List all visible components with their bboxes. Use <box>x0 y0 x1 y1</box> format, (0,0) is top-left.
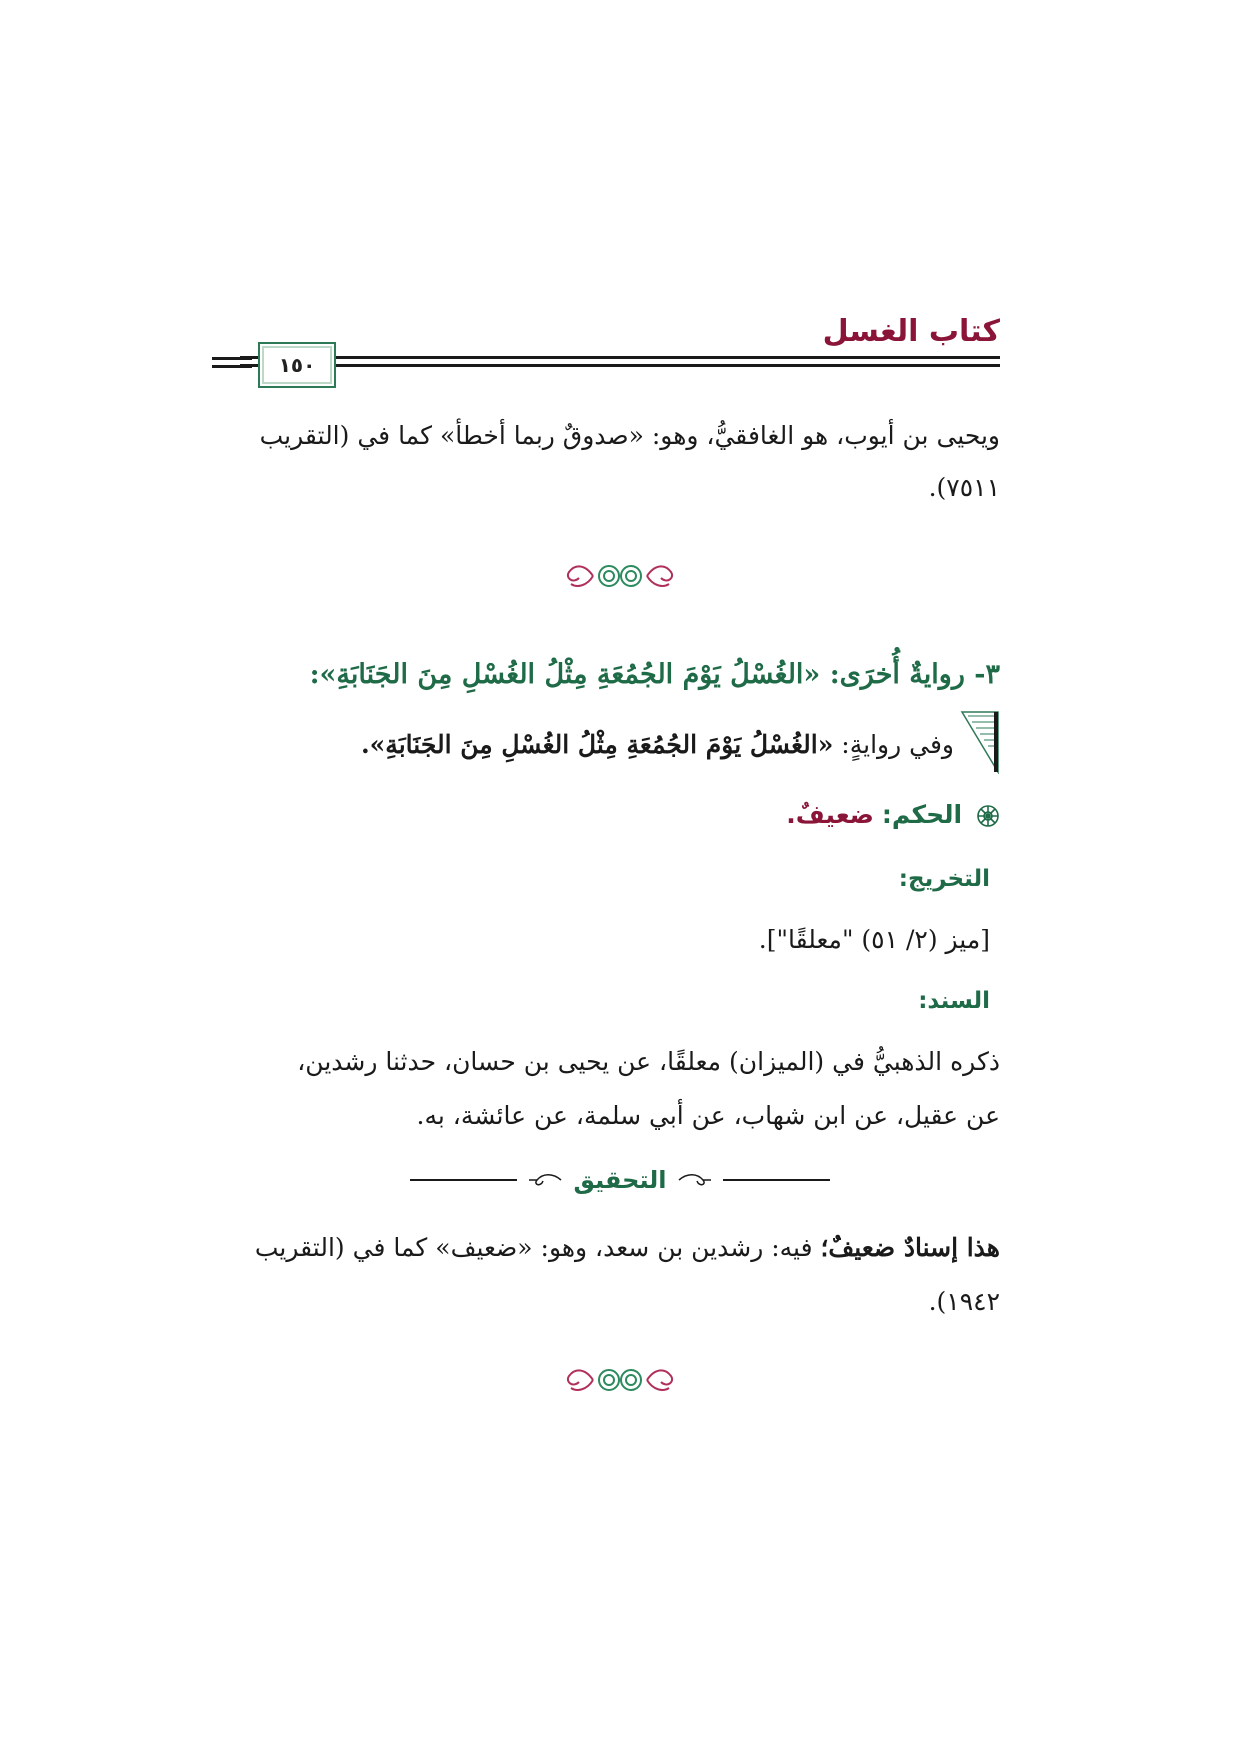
ornament-divider <box>540 556 700 596</box>
tahqiq-reason: فيه: رشدين بن سعد، وهو: «ضعيف» كما في (التقريب <box>254 1233 821 1262</box>
sanad-line-1: ذكره الذهبيُّ في (الميزان) معلقًا، عن يحيى بن حسان، حدثنا رشدين، <box>297 1047 1000 1076</box>
hadith-text: «الغُسْلُ يَوْمَ الجُمُعَةِ مِثْلُ الغُسْلِ مِنَ الجَنَابَةِ». <box>360 730 834 759</box>
header-rule-bottom <box>240 364 1000 367</box>
hukm-value: ضعيفٌ. <box>786 800 874 829</box>
page-header-title: كتاب الغسل <box>822 314 1000 349</box>
sanad-label: السند: <box>918 988 990 1014</box>
tahqiq-line-1 <box>240 1222 1000 1274</box>
takhrij-text: [ميز (٢/ ٥١) "معلقًا"]. <box>758 925 990 954</box>
page-number-box <box>258 342 336 388</box>
intro-line-1: ويحيى بن أيوب، هو الغافقيُّ، وهو: «صدوقٌ ربما أخطأ» كما في (التقريب <box>259 421 1000 450</box>
header-rule-top <box>240 356 1000 359</box>
flourish-ornament-icon <box>545 1362 695 1398</box>
intro-line-2: ٧٥١١). <box>928 473 1000 502</box>
hukm-label: الحكم: <box>881 800 963 829</box>
flourish-right-icon <box>527 1171 563 1189</box>
section-heading: ٣- روايةٌ أُخرَى: «الغُسْلُ يَوْمَ الجُمُعَةِ مِثْلُ الغُسْلِ مِنَ الجَنَابَةِ»: <box>309 659 1000 690</box>
hadith-prefix: وفي روايةٍ: <box>833 730 954 759</box>
hadith-riwaya-line <box>240 720 1000 770</box>
hukm-line <box>786 790 1000 840</box>
sanad-line-2: عن عقيل، عن ابن شهاب، عن أبي سلمة، عن عائشة، به. <box>416 1101 1000 1130</box>
tahqiq-rule-right <box>723 1179 830 1181</box>
flourish-left-icon <box>677 1171 713 1189</box>
tahqiq-label: التحقيق <box>573 1166 667 1194</box>
ornament-divider-bottom <box>540 1360 700 1400</box>
rosette-icon <box>976 804 1000 828</box>
header-rule-side-bottom <box>212 365 252 368</box>
tahqiq-rule-left <box>410 1179 517 1181</box>
tahqiq-verdict: هذا إسنادٌ ضعيفٌ؛ <box>820 1233 1000 1262</box>
takhrij-label: التخريج: <box>898 866 990 892</box>
flourish-ornament-icon <box>545 558 695 594</box>
header-rule-side-top <box>212 357 252 360</box>
page-number: ١٥٠ <box>278 353 316 377</box>
tahqiq-divider <box>410 1160 830 1200</box>
tahqiq-line-2: ١٩٤٢). <box>928 1287 1000 1316</box>
